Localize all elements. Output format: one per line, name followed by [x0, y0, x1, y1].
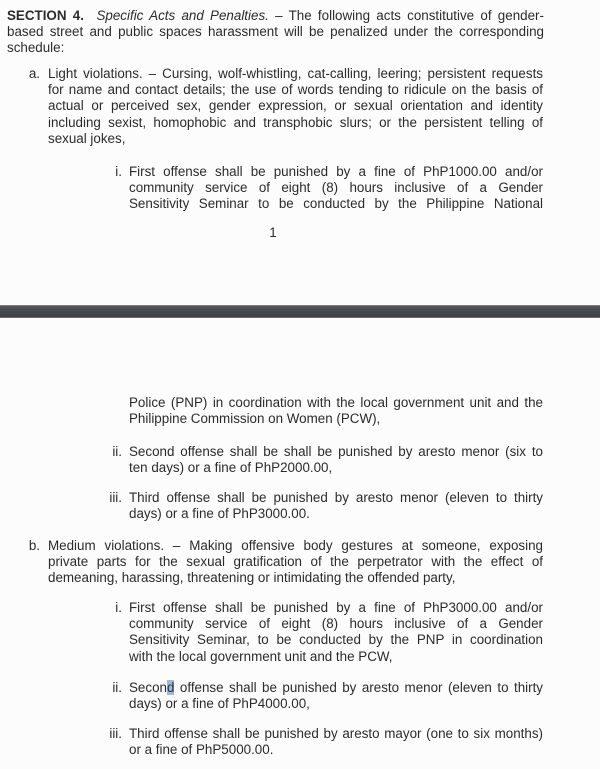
penalty-b-ii-line	[129, 680, 543, 696]
item-label-b: b.	[28, 538, 40, 553]
penalty-a-i-line: First offense shall be punished by a fine of PhP1000.00 and/or	[129, 164, 543, 179]
penalty-a-iii-line: Third offense shall be punished by aresto menor (eleven to thirty	[129, 490, 543, 505]
item-a-light-violations	[48, 66, 543, 147]
penalty-b-ii-second-offense[interactable]	[129, 680, 543, 712]
penalty-b-iii-line: Third offense shall be punished by aresto mayor (one to six months)	[129, 726, 543, 741]
section-title: Specific Acts and Penalties.	[96, 8, 269, 23]
document-page-1	[0, 0, 600, 305]
penalty-a-i-continued	[129, 395, 543, 427]
text-selection-highlight[interactable]: d	[166, 680, 175, 695]
penalty-a-iii-line: days) or a fine of PhP3000.00.	[129, 506, 310, 522]
penalty-b-ii-text-after: offense shall be punished by aresto menor (eleven to thirty	[174, 680, 543, 695]
penalty-b-i-first-offense	[129, 600, 543, 665]
penalty-a-i-line: Police (PNP) in coordination with the local government unit and the	[129, 395, 543, 410]
penalty-a-i-line: Philippine Commission on Women (PCW),	[129, 411, 381, 427]
page-number: 1	[269, 225, 277, 240]
section-number: SECTION 4.	[7, 8, 84, 23]
item-b-medium-violations	[48, 538, 543, 587]
item-a-line: sexual jokes,	[48, 130, 126, 146]
section-heading	[7, 8, 544, 57]
item-label-a: a.	[28, 66, 40, 81]
penalty-b-i-line: community service of eight (8) hours inclusive of a Gender	[129, 616, 543, 632]
item-a-line: actual or perceived sex, gender expression, or sexual orientation and identity	[48, 98, 543, 114]
document-page-2	[0, 318, 600, 769]
item-a-line: for name and contact details; the use of words tending to ridicule on the basis of	[48, 82, 543, 98]
item-a-line: including sexist, homophobic and transphobic slurs; or the persistent telling of	[48, 114, 543, 130]
penalty-b-iii-line: or a fine of PhP5000.00.	[129, 742, 274, 758]
penalty-b-ii-line: days) or a fine of PhP4000.00,	[129, 696, 310, 712]
penalty-b-i-line: with the local government unit and the PCW,	[129, 648, 393, 664]
penalty-a-i-line: Sensitivity Seminar to be conducted by the Philippine National	[129, 196, 543, 212]
penalty-label-a-i: i.	[115, 164, 122, 179]
penalty-b-ii-text-before: Secon	[129, 680, 167, 695]
penalty-label-b-ii: ii.	[112, 680, 122, 695]
penalty-label-a-iii: iii.	[109, 490, 122, 505]
page-divider	[0, 305, 600, 318]
penalty-label-b-i: i.	[115, 600, 122, 615]
penalty-label-b-iii: iii.	[109, 726, 122, 741]
penalty-label-a-ii: ii.	[112, 444, 122, 459]
penalty-a-i-line: community service of eight (8) hours inclusive of a Gender	[129, 180, 543, 196]
item-b-line: demeaning, harassing, threatening or intimidating the offended party,	[48, 570, 456, 586]
section-intro-line-2: based street and public spaces harassment will be penalized under the corresponding	[7, 24, 544, 40]
penalty-a-ii-line: ten days) or a fine of PhP2000.00,	[129, 460, 333, 476]
section-heading-line-1	[7, 8, 544, 24]
item-b-line: Medium violations. – Making offensive body gestures at someone, exposing	[48, 538, 543, 553]
item-a-line: Light violations. – Cursing, wolf-whistling, cat-calling, leering; persistent requests	[48, 66, 543, 81]
section-intro-line-1: – The following acts constitutive of gender-	[268, 8, 544, 23]
penalty-b-iii-third-offense	[129, 726, 543, 758]
penalty-b-i-line: First offense shall be punished by a fine of PhP3000.00 and/or	[129, 600, 543, 615]
penalty-b-i-line: Sensitivity Seminar, to be conducted by the PNP in coordination	[129, 632, 543, 648]
penalty-a-i-first-offense	[129, 164, 543, 213]
section-intro-line-3: schedule:	[7, 40, 65, 56]
penalty-a-ii-line: Second offense shall be shall be punished by aresto menor (six to	[129, 444, 543, 459]
penalty-a-iii-third-offense	[129, 490, 543, 522]
item-b-line: private parts for the sexual gratification of the perpetrator with the effect of	[48, 554, 543, 570]
penalty-a-ii-second-offense	[129, 444, 543, 476]
